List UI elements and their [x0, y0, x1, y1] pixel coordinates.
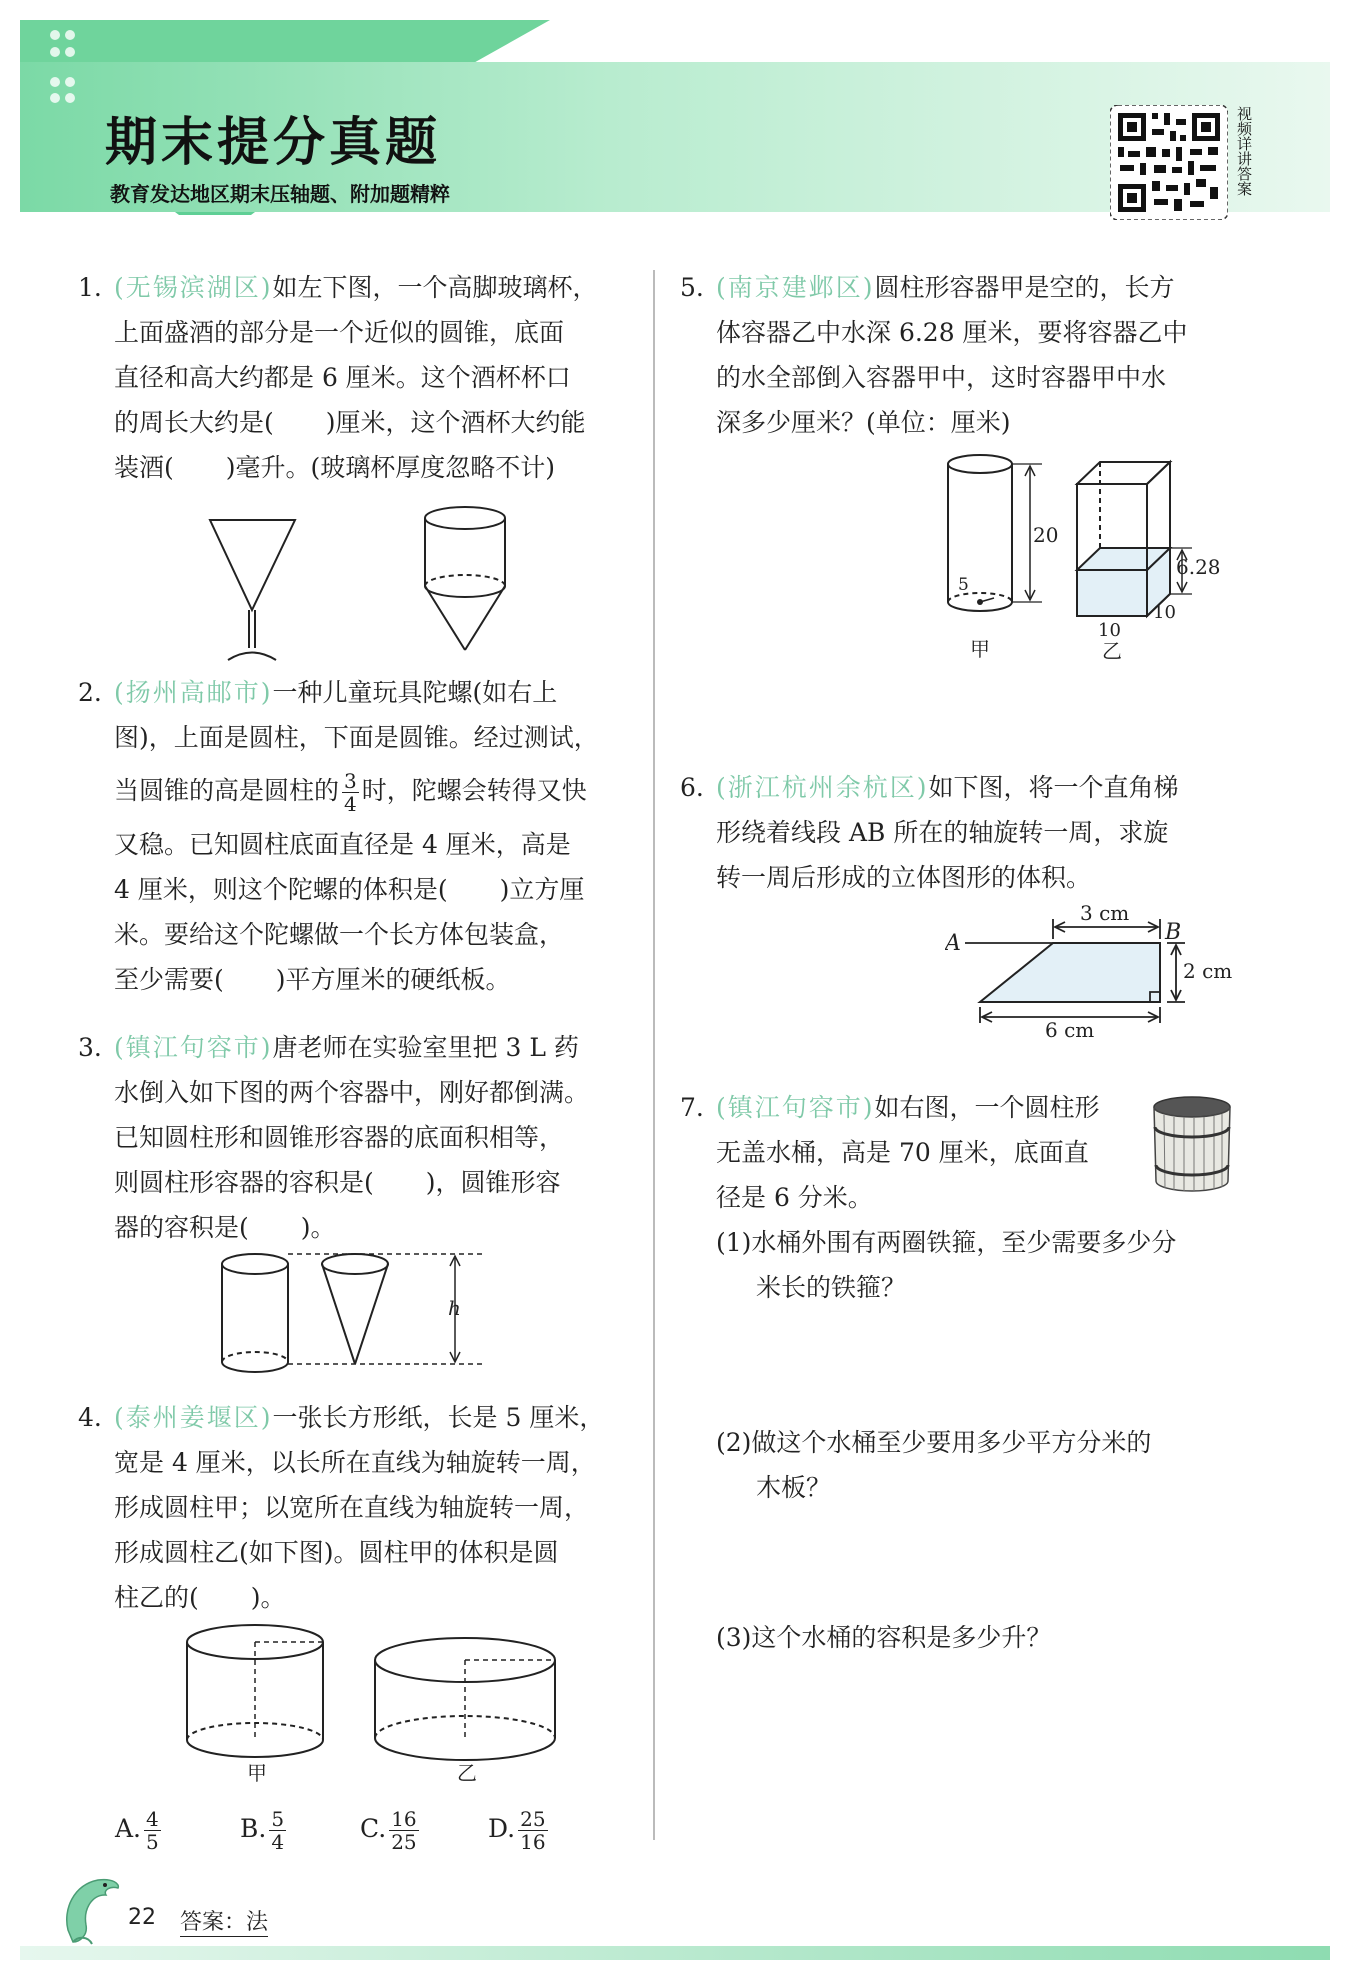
fraction-numerator: 25 — [520, 1807, 546, 1831]
question-source: (扬州高邮市) — [114, 678, 273, 707]
height-label: 20 — [1033, 523, 1059, 547]
column-divider — [653, 270, 655, 1840]
figure-label-yi: 乙 — [457, 1761, 477, 1785]
qr-caption: 视频详讲答案 — [1235, 106, 1253, 196]
question-text: 如左下图，一个高脚玻璃杯， — [272, 273, 598, 302]
header-banner — [20, 20, 1330, 215]
question-text: 至少需要( — [114, 965, 224, 994]
question-text: 米。要给这个陀螺做一个长方体包装盒， — [114, 920, 565, 949]
q3-figure — [210, 1250, 500, 1380]
question-text: 一种儿童玩具陀螺(如右上 — [272, 678, 558, 707]
question-text: 一张长方形纸，长是 5 厘米， — [272, 1403, 605, 1432]
option-label: B. — [240, 1814, 267, 1843]
fraction — [269, 1808, 286, 1853]
question-number: 1. — [78, 273, 102, 302]
question-text: 形成圆柱甲；以宽所在直线为轴旋转一周， — [114, 1493, 590, 1522]
fraction-numerator: 16 — [391, 1807, 417, 1831]
page-subtitle: 教育发达地区期末压轴题、附加题精粹 — [110, 182, 450, 206]
question-text: 又稳。已知圆柱底面直径是 4 厘米，高是 — [114, 830, 571, 859]
dolphin-icon — [58, 1870, 128, 1950]
question-6 — [680, 765, 1240, 900]
height-length-label: 2 cm — [1183, 959, 1233, 983]
point-b-label: B — [1165, 920, 1182, 945]
question-source: (浙江杭州余杭区) — [716, 773, 929, 802]
q1-figure — [200, 500, 520, 670]
page-title: 期末提分真题 — [105, 113, 442, 173]
question-3 — [78, 1025, 638, 1250]
question-text: 如右图，一个圆柱形 — [874, 1093, 1100, 1122]
width-label: 10 — [1153, 602, 1176, 623]
question-text: )。 — [300, 1213, 336, 1242]
page-number: 22 — [128, 1905, 156, 1930]
question-source: (无锡滨湖区) — [114, 273, 273, 302]
fraction-numerator: 4 — [146, 1807, 159, 1831]
height-label: h — [448, 1296, 461, 1320]
question-7-part-2 — [680, 1420, 1240, 1510]
question-text: 形成圆柱乙(如下图)。圆柱甲的体积是圆 — [114, 1538, 559, 1567]
sub-question-1-cont: 米长的铁箍？ — [756, 1273, 907, 1302]
question-5 — [680, 265, 1240, 445]
option-label: D. — [488, 1814, 516, 1843]
question-source: (镇江句容市) — [716, 1093, 875, 1122]
fraction — [389, 1808, 418, 1853]
question-text: 的水全部倒入容器甲中，这时容器甲中水 — [716, 363, 1167, 392]
point-a-label: A — [945, 931, 961, 956]
question-source: (泰州姜堰区) — [114, 1403, 273, 1432]
fraction — [518, 1808, 547, 1853]
fraction-denominator: 25 — [391, 1830, 417, 1854]
question-text: 图)，上面是圆柱，下面是圆锥。经过测试， — [114, 723, 599, 752]
option-b[interactable] — [240, 1808, 289, 1853]
water-depth-label: 6.28 — [1176, 555, 1221, 579]
fraction-denominator: 4 — [271, 1830, 285, 1854]
question-text: 的周长大约是( — [114, 408, 274, 437]
fraction-numerator: 3 — [344, 769, 357, 793]
question-text: )，圆锥形容 — [425, 1168, 561, 1197]
question-text: )。 — [250, 1583, 286, 1612]
sub-question-2-cont: 木板？ — [756, 1473, 832, 1502]
option-c[interactable] — [360, 1808, 422, 1853]
q4-figure — [175, 1620, 565, 1795]
qr-code-icon[interactable] — [1110, 105, 1228, 220]
question-text: 则圆柱形容器的容积是( — [114, 1168, 374, 1197]
sub-question-2: (2)做这个水桶至少要用多少平方分米的 — [716, 1428, 1152, 1457]
question-text: 已知圆柱形和圆锥形容器的底面积相等， — [114, 1123, 565, 1152]
fraction-denominator: 16 — [520, 1830, 546, 1854]
question-text: 上面盛酒的部分是一个近似的圆锥，底面 — [114, 318, 565, 347]
question-number: 4. — [78, 1403, 102, 1432]
question-text: )平方厘米的硬纸板。 — [275, 965, 511, 994]
question-text: 转一周后形成的立体图形的体积。 — [716, 863, 1092, 892]
option-label: C. — [360, 1814, 387, 1843]
question-number: 6. — [680, 773, 704, 802]
radius-label: 5 — [958, 575, 969, 595]
length-label: 10 — [1098, 620, 1121, 641]
question-text: 柱乙的( — [114, 1583, 199, 1612]
question-text: )立方厘 — [499, 875, 585, 904]
question-text: 圆柱形容器甲是空的，长方 — [874, 273, 1175, 302]
bottom-banner — [20, 1940, 1330, 1962]
question-text: 水倒入如下图的两个容器中，刚好都倒满。 — [114, 1078, 590, 1107]
question-text: 唐老师在实验室里把 3 L 药 — [272, 1033, 579, 1062]
question-number: 5. — [680, 273, 704, 302]
question-text: 如下图，将一个直角梯 — [928, 773, 1179, 802]
question-text: 形绕着线段 AB 所在的轴旋转一周，求旋 — [716, 818, 1169, 847]
question-text: 深多少厘米？(单位：厘米) — [716, 408, 1011, 437]
sub-question-3: (3)这个水桶的容积是多少升？ — [716, 1623, 1052, 1652]
answer-method: 答案：法 — [180, 1905, 268, 1937]
question-number: 2. — [78, 678, 102, 707]
figure-label-yi: 乙 — [1102, 639, 1122, 663]
question-text: 当圆锥的高是圆柱的 — [114, 776, 340, 805]
question-text: 装酒( — [114, 453, 174, 482]
figure-label-jia: 甲 — [970, 637, 990, 661]
option-d[interactable] — [488, 1808, 551, 1853]
option-label: A. — [115, 1814, 142, 1843]
fraction-numerator: 5 — [271, 1807, 285, 1831]
question-text: )厘米，这个酒杯大约能 — [325, 408, 586, 437]
question-text: 4 厘米，则这个陀螺的体积是( — [114, 875, 448, 904]
question-number: 7. — [680, 1093, 704, 1122]
question-source: (镇江句容市) — [114, 1033, 273, 1062]
top-length-label: 3 cm — [1080, 905, 1130, 925]
fraction — [144, 1808, 161, 1853]
sub-question-1: (1)水桶外围有两圈铁箍，至少需要多少分 — [716, 1228, 1177, 1257]
q5-figure — [930, 450, 1240, 670]
fraction — [342, 770, 359, 815]
question-7-part-3 — [680, 1615, 1240, 1660]
question-number: 3. — [78, 1033, 102, 1062]
question-text: 体容器乙中水深 6.28 厘米，要将容器乙中 — [716, 318, 1188, 347]
question-1 — [78, 265, 638, 490]
q6-figure — [945, 905, 1245, 1040]
question-text: )毫升。(玻璃杯厚度忽略不计) — [225, 453, 556, 482]
fraction-denominator: 4 — [344, 792, 357, 816]
question-text: 径是 6 分米。 — [716, 1183, 873, 1212]
question-source: (南京建邺区) — [716, 273, 875, 302]
bucket-icon — [1150, 1095, 1235, 1195]
figure-label-jia: 甲 — [247, 1761, 267, 1785]
question-text: 直径和高大约都是 6 厘米。这个酒杯杯口 — [114, 363, 571, 392]
question-text: 器的容积是( — [114, 1213, 249, 1242]
question-2 — [78, 670, 638, 1002]
bottom-length-label: 6 cm — [1045, 1018, 1095, 1040]
fraction-denominator: 5 — [146, 1830, 159, 1854]
option-a[interactable] — [115, 1808, 164, 1853]
question-4 — [78, 1395, 638, 1620]
question-text: 无盖水桶，高是 70 厘米，底面直 — [716, 1138, 1089, 1167]
question-text: 宽是 4 厘米，以长所在直线为轴旋转一周， — [114, 1448, 596, 1477]
question-text: 时，陀螺会转得又快 — [361, 776, 587, 805]
